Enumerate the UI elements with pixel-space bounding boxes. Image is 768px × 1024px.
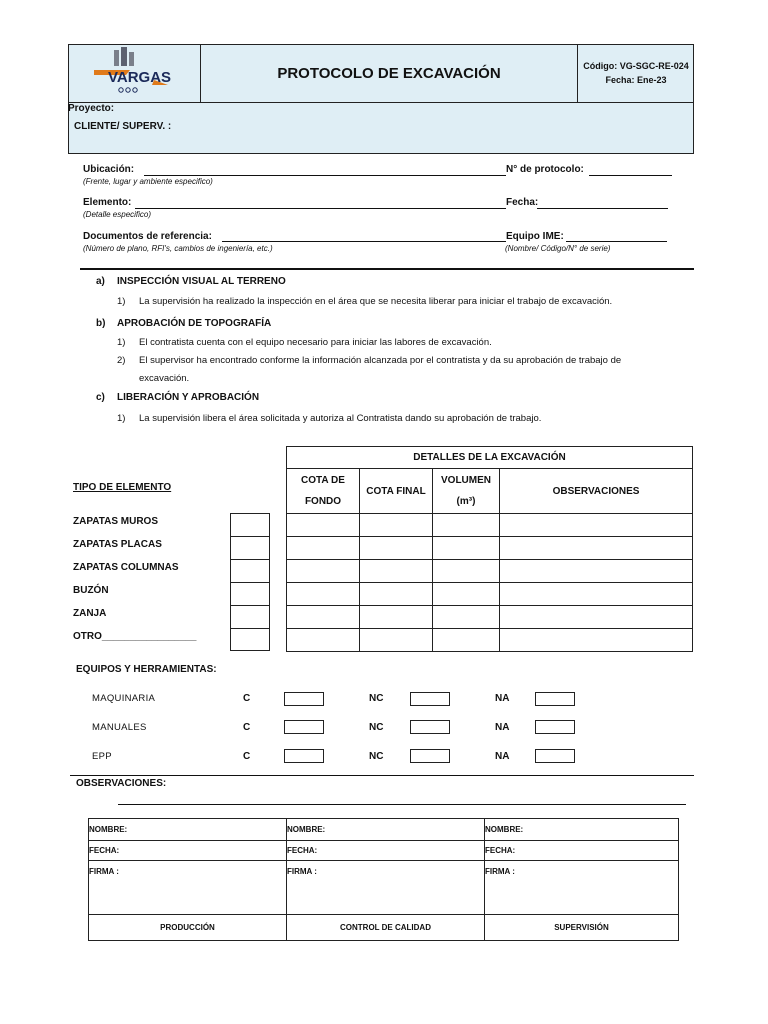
cell[interactable] <box>287 629 360 652</box>
cell[interactable] <box>360 514 433 537</box>
section-b1-num: 1) <box>117 337 126 348</box>
col-cota-final: COTA FINAL <box>360 469 433 514</box>
firma-calidad[interactable]: FIRMA : <box>287 861 485 915</box>
observaciones-divider <box>70 775 694 776</box>
maquinaria-c-box[interactable] <box>284 692 324 706</box>
cell[interactable] <box>500 537 693 560</box>
logo-text: VARGAS <box>108 69 172 86</box>
cell[interactable] <box>500 560 693 583</box>
logo-cell <box>68 44 201 102</box>
cell[interactable] <box>500 606 693 629</box>
epp-c-label: C <box>243 751 251 762</box>
protocolo-line[interactable] <box>589 175 672 176</box>
fecha-line[interactable] <box>537 208 668 209</box>
section-c-title: LIBERACIÓN Y APROBACIÓN <box>117 392 260 403</box>
col-volumen-line1: VOLUMEN <box>441 475 491 486</box>
documentos-sub: (Número de plano, RFI's, cambios de ingeniería, etc.) <box>83 244 273 253</box>
section-divider <box>80 268 694 270</box>
cell[interactable] <box>360 537 433 560</box>
manuales-c-box[interactable] <box>284 720 324 734</box>
epp-na-label: NA <box>495 751 510 762</box>
equipment-maquinaria: MAQUINARIA <box>92 693 156 704</box>
col-cota-fondo-line1: COTA DE <box>301 475 345 486</box>
equipo-sub: (Nombre/ Código/N° de serie) <box>505 244 611 253</box>
row-label-zanja: ZANJA <box>73 608 107 619</box>
role-supervision: SUPERVISIÓN <box>485 915 679 941</box>
header-divider <box>68 102 694 103</box>
row-label-zapatas-placas: ZAPATAS PLACAS <box>73 539 162 550</box>
type-checkbox[interactable] <box>231 583 269 606</box>
manuales-c-label: C <box>243 722 251 733</box>
equipo-label: Equipo IME: <box>506 231 564 242</box>
section-a1-text: La supervisión ha realizado la inspección en el área que se necesita liberar para iniciar el trabajo de excavación. <box>139 296 613 307</box>
elemento-label: Elemento: <box>83 197 132 208</box>
cell[interactable] <box>287 583 360 606</box>
col-volumen <box>433 469 500 514</box>
tipo-elemento-label: TIPO DE ELEMENTO <box>73 482 172 493</box>
manuales-nc-label: NC <box>369 722 384 733</box>
cell[interactable] <box>360 560 433 583</box>
cliente-label: CLIENTE/ SUPERV. : <box>74 121 172 132</box>
cell[interactable] <box>287 560 360 583</box>
maquinaria-na-label: NA <box>495 693 510 704</box>
manuales-na-label: NA <box>495 722 510 733</box>
section-b2-text-cont: excavación. <box>139 373 190 384</box>
type-checkbox[interactable] <box>231 560 269 583</box>
section-c1-num: 1) <box>117 413 126 424</box>
cell[interactable] <box>287 537 360 560</box>
equipment-epp: EPP <box>92 751 112 762</box>
cell[interactable] <box>500 514 693 537</box>
cell[interactable] <box>287 514 360 537</box>
maquinaria-c-label: C <box>243 693 251 704</box>
ubicacion-sub: (Frente, lugar y ambiente especifico) <box>83 177 213 186</box>
equipo-line[interactable] <box>566 241 667 242</box>
ubicacion-label: Ubicación: <box>83 164 135 175</box>
cell[interactable] <box>433 514 500 537</box>
manuales-na-box[interactable] <box>535 720 575 734</box>
section-a-letter: a) <box>96 276 105 287</box>
document-date: Fecha: Ene-23 <box>605 75 667 85</box>
firma-supervision[interactable]: FIRMA : <box>485 861 679 915</box>
section-b-letter: b) <box>96 318 106 329</box>
row-label-zapatas-muros: ZAPATAS MUROS <box>73 516 158 527</box>
document-code: Código: VG-SGC-RE-024 <box>583 61 689 71</box>
nombre-supervision[interactable]: NOMBRE: <box>485 819 679 841</box>
section-a1-num: 1) <box>117 296 126 307</box>
epp-nc-box[interactable] <box>410 749 450 763</box>
role-produccion: PRODUCCIÓN <box>89 915 287 941</box>
ubicacion-line[interactable] <box>144 175 506 176</box>
cell[interactable] <box>433 537 500 560</box>
fecha-calidad[interactable]: FECHA: <box>287 841 485 861</box>
type-checkbox[interactable] <box>231 606 269 629</box>
proyecto-label: Proyecto: <box>68 103 115 114</box>
company-logo <box>68 44 201 102</box>
maquinaria-nc-label: NC <box>369 693 384 704</box>
role-calidad: CONTROL DE CALIDAD <box>287 915 485 941</box>
cell[interactable] <box>360 606 433 629</box>
epp-na-box[interactable] <box>535 749 575 763</box>
manuales-nc-box[interactable] <box>410 720 450 734</box>
signature-table <box>88 818 679 941</box>
observaciones-label: OBSERVACIONES: <box>76 778 167 789</box>
observaciones-line[interactable] <box>118 804 686 805</box>
type-checkbox[interactable] <box>231 629 269 651</box>
cell[interactable] <box>287 606 360 629</box>
cell[interactable] <box>433 560 500 583</box>
type-checkbox[interactable] <box>231 514 269 537</box>
equipment-title: EQUIPOS Y HERRAMIENTAS: <box>76 664 217 675</box>
elemento-sub: (Detalle especifico) <box>83 210 152 219</box>
section-a-title: INSPECCIÓN VISUAL AL TERRENO <box>117 276 286 287</box>
type-checkbox[interactable] <box>231 537 269 560</box>
excavation-table <box>286 446 693 652</box>
row-label-buzon: BUZÓN <box>73 585 109 596</box>
epp-c-box[interactable] <box>284 749 324 763</box>
cell[interactable] <box>500 583 693 606</box>
documentos-label: Documentos de referencia: <box>83 231 212 242</box>
firma-produccion[interactable]: FIRMA : <box>89 861 287 915</box>
fecha-produccion[interactable]: FECHA: <box>89 841 287 861</box>
excavation-group-header: DETALLES DE LA EXCAVACIÓN <box>287 447 693 469</box>
nombre-produccion[interactable]: NOMBRE: <box>89 819 287 841</box>
cell[interactable] <box>360 629 433 652</box>
cell[interactable] <box>500 629 693 652</box>
row-label-otro: OTRO_________________ <box>73 631 197 642</box>
section-b2-text: El supervisor ha encontrado conforme la información alcanzada por el contratista y da su aprobación de trabajo de <box>139 355 622 366</box>
section-b1-text: El contratista cuenta con el equipo necesario para iniciar las labores de excavación. <box>139 337 492 348</box>
type-checkbox-column <box>230 513 270 651</box>
section-c1-text: La supervisión libera el área solicitada y autoriza al Contratista dando su aprobación de trabajo. <box>139 413 542 424</box>
documentos-line[interactable] <box>222 241 506 242</box>
section-b-title: APROBACIÓN DE TOPOGRAFÍA <box>117 318 272 329</box>
fecha-supervision[interactable]: FECHA: <box>485 841 679 861</box>
fecha-label: Fecha: <box>506 197 539 208</box>
section-b2-num: 2) <box>117 355 126 366</box>
cell[interactable] <box>433 606 500 629</box>
nombre-calidad[interactable]: NOMBRE: <box>287 819 485 841</box>
cell[interactable] <box>433 583 500 606</box>
document-title: PROTOCOLO DE EXCAVACIÓN <box>201 44 578 102</box>
col-cota-fondo-line2: FONDO <box>304 496 342 507</box>
maquinaria-na-box[interactable] <box>535 692 575 706</box>
elemento-line[interactable] <box>135 208 506 209</box>
cell[interactable] <box>433 629 500 652</box>
code-cell <box>578 44 694 102</box>
section-c-letter: c) <box>96 392 105 403</box>
protocolo-label: N° de protocolo: <box>506 164 584 175</box>
maquinaria-nc-box[interactable] <box>410 692 450 706</box>
col-observaciones: OBSERVACIONES <box>500 469 693 514</box>
row-label-zapatas-columnas: ZAPATAS COLUMNAS <box>73 562 179 573</box>
equipment-manuales: MANUALES <box>92 722 147 733</box>
cell[interactable] <box>360 583 433 606</box>
epp-nc-label: NC <box>369 751 384 762</box>
col-cota-fondo <box>287 469 360 514</box>
col-volumen-unit: (m³) <box>456 496 476 507</box>
